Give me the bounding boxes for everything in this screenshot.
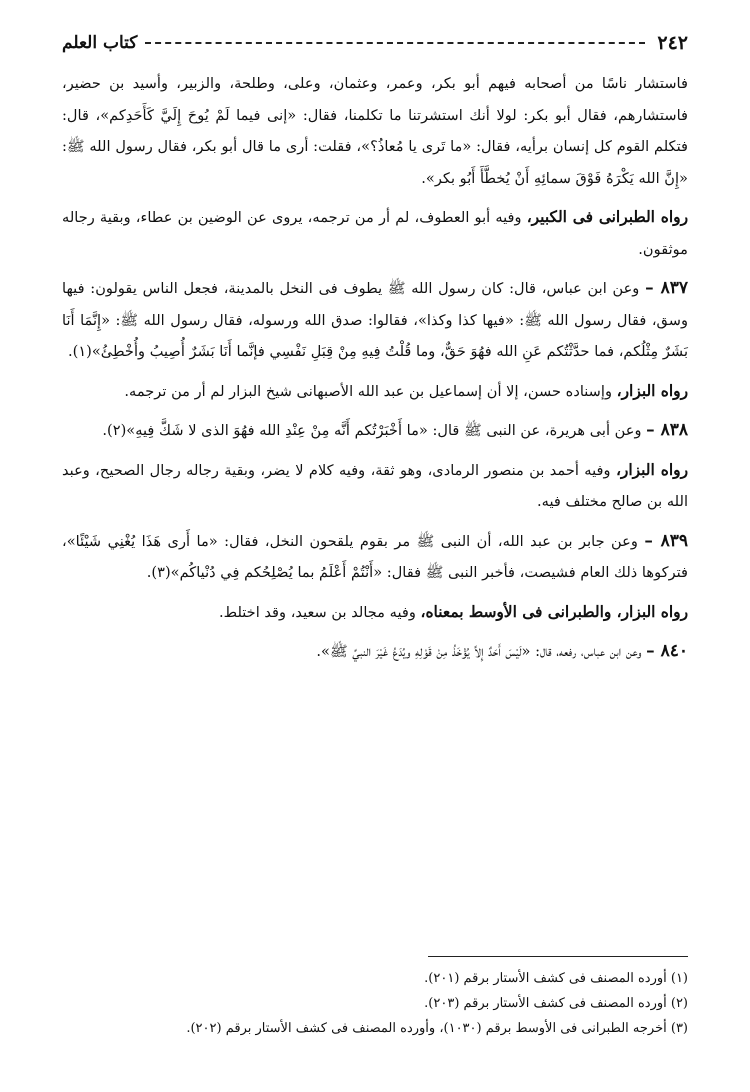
source-note xyxy=(62,455,688,518)
hadith-840 xyxy=(62,636,688,668)
source-text: وإسناده حسن، إلا أن إسماعيل بن عبد الله الأصبهانى شيخ البزار لم أر من ترجمه. xyxy=(124,382,617,400)
chapter-title: كتاب العلم xyxy=(62,33,138,53)
source-text: وفيه أحمد بن منصور الرمادى، وهو ثقة، وفيه كلام لا يضر، وبقية رجاله رجال الصحيح، وعبد الله بن صالح مختلف فيه. xyxy=(62,461,688,510)
source-text: وفيه أبو العطوف، لم أر من ترجمه، يروى عن الوضين بن عطاء، وبقية رجاله موثقون. xyxy=(62,209,688,258)
hadith-839 xyxy=(62,526,688,589)
hadith-text: وعن ابن عباس، رفعه، قال: «لَيْسَ أَحَدٌ إِلاَّ يُؤْخَذُ مِنْ قَوْلِهِ ويُدَعُ غَيْرَ النبيِّ ﷺ». xyxy=(316,643,647,660)
source-note xyxy=(62,202,688,265)
paragraph-continuation xyxy=(62,68,688,194)
hadith-number: ٨٤٠ – xyxy=(646,641,688,661)
footnotes xyxy=(62,966,688,1041)
hadith-text: وعن ابن عباس، قال: كان رسول الله ﷺ يطوف فى النخل بالمدينة، فجعل الناس يقولون: فيها وسق، فقال رسول الله ﷺ: «فيها كذا وكذا»، فقالوا: صدق الله ورسوله، فقال رسول الله ﷺ: «إِنَّمَا أَنَا بَشَرٌ مِثْلُكم، فما حدَّثْتُكم عَنِ الله فهُوَ حَقٌّ، وما قُلْتُ فِيهِ مِنْ قِبَلِ نَفْسِي فإنَّما أَنَا بَشَرٌ أُصِيبُ وأُخْطِئُ»(١). xyxy=(62,280,688,360)
source-label: رواه البزار، xyxy=(615,460,689,479)
source-label: رواه البزار، xyxy=(616,381,688,400)
footnote-1: (١) أورده المصنف فى كشف الأستار برقم (٢٠١). xyxy=(424,971,688,986)
hadith-text: وعن أبى هريرة، عن النبى ﷺ قال: «ما أَخْبَرْتُكم أَنَّه مِنْ عِنْدِ الله فهُوَ الذى لا شَكَّ فِيهِ»(٢). xyxy=(102,422,647,439)
page-header xyxy=(62,26,688,60)
source-label: رواه الطبرانى فى الكبير، xyxy=(526,208,688,226)
hadith-text: وعن جابر بن عبد الله، أن النبى ﷺ مر بقوم يلقحون النخل، فقال: «ما أَرى هَذَا يُغْنِي شَيْئًا»، فتركوها ذلك العام فشيصت، فأخبر النبى ﷺ فقال: «أَنْتُمْ أَعْلَمُ بما يُصْلِحُكم فِي دُنْياكُم»(٣). xyxy=(62,532,688,581)
hadith-837 xyxy=(62,273,688,368)
hadith-number: ٨٣٨ – xyxy=(646,420,688,440)
hadith-number: ٨٣٩ – xyxy=(644,530,688,551)
source-note xyxy=(62,376,688,408)
page-body xyxy=(62,68,688,668)
header-dashed-rule xyxy=(145,42,645,44)
footnote-3: (٣) أخرجه الطبرانى فى الأوسط برقم (١٠٣٠)، وأورده المصنف فى كشف الأستار برقم (٢٠٢). xyxy=(186,1021,688,1036)
source-label: رواه البزار، والطبرانى فى الأوسط بمعناه، xyxy=(420,602,688,621)
source-note xyxy=(62,597,688,629)
page-number: ٢٤٢ xyxy=(657,32,688,54)
footnote-separator xyxy=(428,956,688,957)
source-text: وفيه مجالد بن سعيد، وقد اختلط. xyxy=(218,603,421,621)
paragraph-text: فاستشار ناسًا من أصحابه فيهم أبو بكر، وعمر، وعثمان، وعلى، وطلحة، والزبير، وأسيد بن حضير، فاستشارهم، فقال أبو بكر: لولا أنك استشرتنا ما تكلمنا، فقال: «إنى فيما لَمْ يُوحَ إِلَيَّ كَأَحَدِكم»، قال: فتكلم القوم كل إنسان برأيه، فقال: «ما تَرى يا مُعاذُ؟»، فقلت: أرى ما قال أبو بكر، فقال رسول الله ﷺ: «إِنَّ الله يَكْرَهُ فَوْقَ سمائِهِ أَنْ يُخطَّأَ أَبُو بكر». xyxy=(62,75,688,187)
hadith-838 xyxy=(62,415,688,447)
footnote-2: (٢) أورده المصنف فى كشف الأستار برقم (٢٠٣). xyxy=(424,996,688,1011)
hadith-number: ٨٣٧ – xyxy=(645,278,688,298)
